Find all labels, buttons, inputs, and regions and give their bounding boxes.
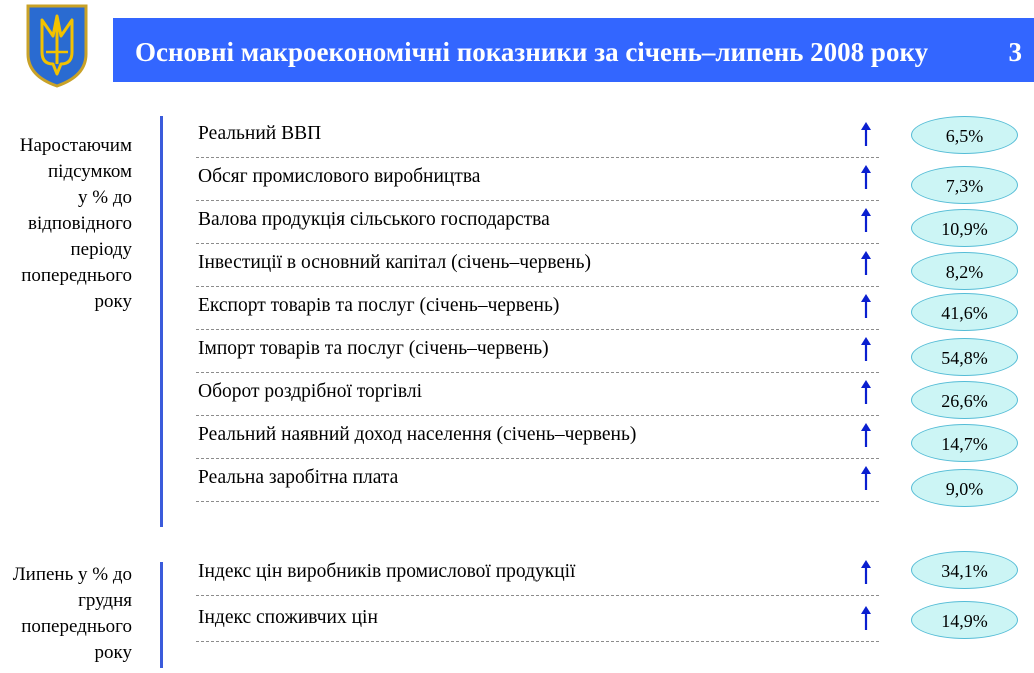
- indicator-label: Обсяг промислового виробництва: [198, 166, 481, 187]
- value-badge: 7,3%: [911, 166, 1018, 204]
- value-badge: 26,6%: [911, 381, 1018, 419]
- value-badge: 6,5%: [911, 116, 1018, 154]
- section2-divider: [160, 562, 163, 668]
- value-badge: 34,1%: [911, 551, 1018, 589]
- indicator-label: Реальний ВВП: [198, 123, 322, 144]
- arrow-up-icon: [860, 422, 872, 448]
- arrow-up-icon: [860, 250, 872, 276]
- value-badge: 10,9%: [911, 209, 1018, 247]
- value-badge: 14,9%: [911, 601, 1018, 639]
- value-badge: 8,2%: [911, 252, 1018, 290]
- indicator-label: Реальна заробітна плата: [198, 467, 399, 488]
- indicator-row: [196, 416, 879, 459]
- arrow-up-icon: [860, 605, 872, 631]
- arrow-up-icon: [860, 465, 872, 491]
- arrow-up-icon: [860, 336, 872, 362]
- indicator-label: Оборот роздрібної торгівлі: [198, 381, 423, 402]
- page-title: Основні макроекономічні показники за січень–липень 2008 року: [135, 37, 929, 67]
- indicator-label: Індекс споживчих цін: [198, 607, 378, 628]
- arrow-up-icon: [860, 559, 872, 585]
- section1-divider: [160, 116, 163, 527]
- header-bar: [113, 18, 1034, 82]
- indicator-row: [196, 459, 879, 502]
- indicator-label: Індекс цін виробників промислової продукції: [198, 561, 576, 582]
- indicator-row: [196, 330, 879, 373]
- section1-label: Наростаючим підсумком у % до відповідного періоду попереднього року: [19, 135, 132, 312]
- indicator-row: [196, 244, 879, 287]
- arrow-up-icon: [860, 121, 872, 147]
- arrow-up-icon: [860, 379, 872, 405]
- indicator-row: [196, 599, 879, 642]
- value-badge: 14,7%: [911, 424, 1018, 462]
- value-badge: 54,8%: [911, 338, 1018, 376]
- indicator-row: [196, 287, 879, 330]
- indicator-row: [196, 553, 879, 596]
- indicator-label: Реальний наявний доход населення (січень–червень): [198, 424, 637, 445]
- arrow-up-icon: [860, 164, 872, 190]
- page-number: 3: [1008, 37, 1022, 67]
- indicator-label: Експорт товарів та послуг (січень–червень): [198, 295, 560, 316]
- indicator-label: Імпорт товарів та послуг (січень–червень): [198, 338, 549, 359]
- indicator-row: [196, 115, 879, 158]
- section2-label: Липень у % до грудня попереднього року: [12, 564, 132, 663]
- indicator-label: Валова продукція сільського господарства: [198, 209, 550, 230]
- indicator-row: [196, 158, 879, 201]
- indicator-row: [196, 373, 879, 416]
- coat-of-arms-icon: [24, 2, 90, 88]
- indicator-row: [196, 201, 879, 244]
- arrow-up-icon: [860, 293, 872, 319]
- value-badge: 41,6%: [911, 293, 1018, 331]
- indicator-label: Інвестиції в основний капітал (січень–червень): [198, 252, 591, 273]
- arrow-up-icon: [860, 207, 872, 233]
- value-badge: 9,0%: [911, 469, 1018, 507]
